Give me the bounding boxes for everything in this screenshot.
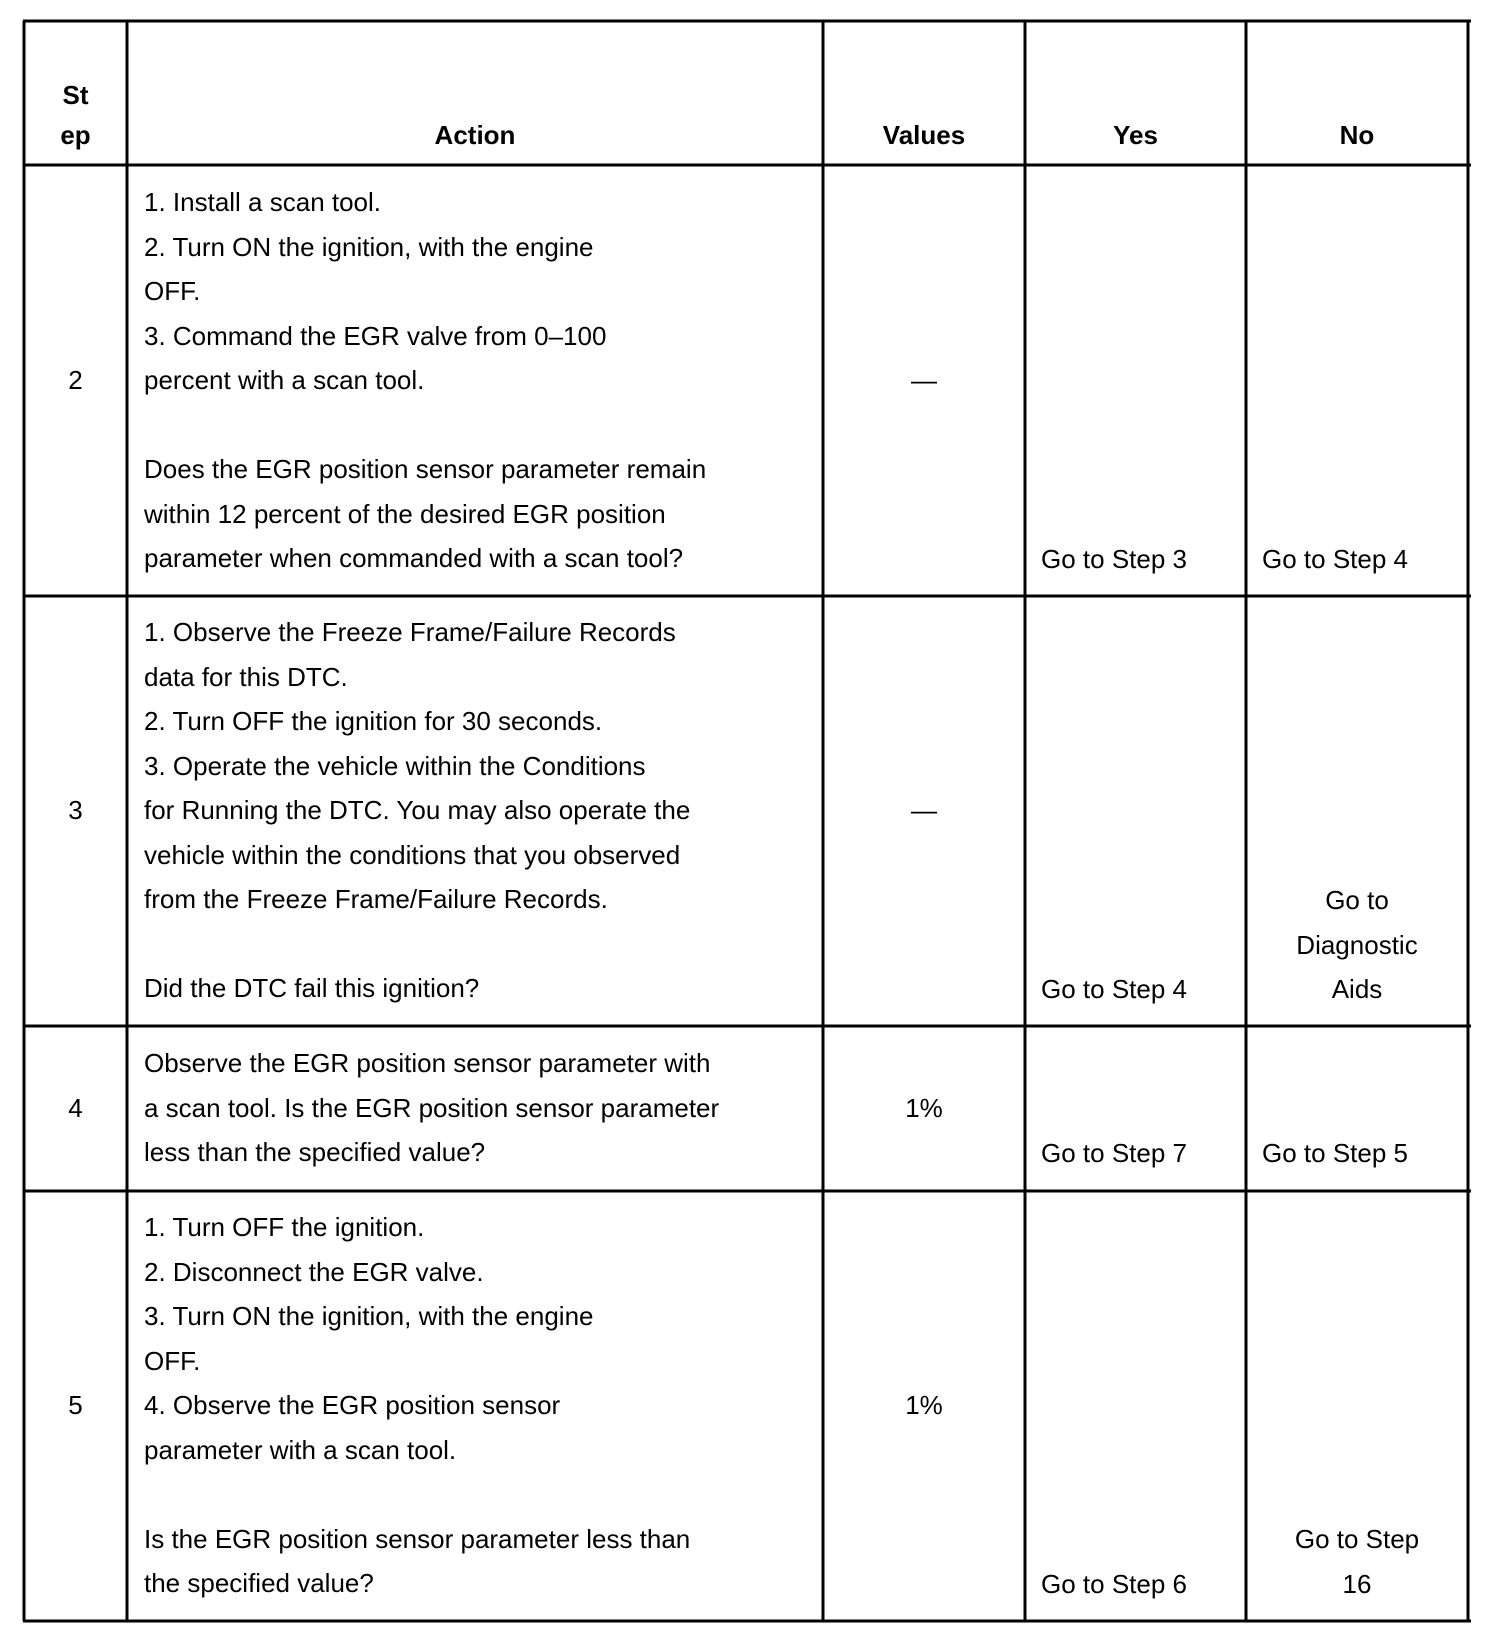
- step-number: 3: [68, 795, 83, 825]
- step-number: 2: [68, 365, 83, 395]
- no-cell: [1246, 878, 1468, 1012]
- action-line: the specified value?: [144, 1568, 374, 1598]
- header-action: Action: [434, 120, 516, 150]
- action-line: 1. Observe the Freeze Frame/Failure Records: [144, 617, 676, 647]
- header-step: [24, 75, 127, 155]
- no-line: Go to: [1325, 885, 1389, 915]
- action-cell: [144, 180, 706, 581]
- header-values: Values: [882, 120, 966, 150]
- no-cell: [1262, 537, 1408, 582]
- action-line: 3. Operate the vehicle within the Conditions: [144, 750, 646, 781]
- action-line: Did the DTC fail this ignition?: [144, 973, 480, 1003]
- value-cell: 1%: [905, 1390, 943, 1420]
- header-yes: Yes: [1113, 120, 1158, 150]
- yes-cell: Go to Step 3: [1041, 544, 1187, 574]
- header-no: No: [1339, 120, 1375, 150]
- no-line: Diagnostic: [1296, 929, 1418, 960]
- action-cell: [144, 610, 690, 1011]
- yes-cell: Go to Step 4: [1041, 974, 1187, 1004]
- no-line: Go to Step: [1294, 1524, 1420, 1554]
- value-cell: —: [911, 365, 937, 395]
- action-cell: [144, 1041, 719, 1175]
- no-cell: [1262, 1131, 1408, 1176]
- action-line: [144, 922, 690, 967]
- action-line: 3. Turn ON the ignition, with the engine: [144, 1301, 594, 1331]
- action-line: 4. Observe the EGR position sensor: [144, 1390, 561, 1420]
- action-cell: [144, 1205, 690, 1606]
- action-line: from the Freeze Frame/Failure Records.: [144, 884, 608, 914]
- action-line: 1. Install a scan tool.: [144, 187, 382, 217]
- action-line: 2. Turn ON the ignition, with the engine: [144, 231, 594, 262]
- action-line: parameter when commanded with a scan tool?: [144, 543, 684, 573]
- action-line: parameter with a scan tool.: [144, 1434, 457, 1465]
- action-line: 3. Command the EGR valve from 0–100: [144, 320, 607, 351]
- step-number: 5: [68, 1390, 83, 1420]
- no-cell: [1246, 1517, 1468, 1606]
- value-cell: —: [911, 795, 937, 825]
- no-line: Aids: [1331, 974, 1383, 1004]
- no-line: Go to Step 4: [1262, 544, 1408, 574]
- action-line: less than the specified value?: [144, 1137, 486, 1167]
- yes-cell: Go to Step 6: [1041, 1569, 1187, 1599]
- no-line: 16: [1342, 1568, 1372, 1599]
- value-cell: 1%: [905, 1093, 943, 1123]
- yes-cell: Go to Step 7: [1041, 1138, 1187, 1168]
- action-line: data for this DTC.: [144, 661, 348, 692]
- action-line: vehicle within the conditions that you observed: [144, 839, 681, 870]
- action-line: Observe the EGR position sensor parameter with: [144, 1048, 711, 1078]
- action-line: 1. Turn OFF the ignition.: [144, 1212, 425, 1242]
- action-line: 2. Disconnect the EGR valve.: [144, 1256, 484, 1287]
- action-line: within 12 percent of the desired EGR position: [144, 498, 666, 529]
- action-line: a scan tool. Is the EGR position sensor parameter: [144, 1092, 720, 1123]
- action-line: [144, 1472, 690, 1517]
- action-line: 2. Turn OFF the ignition for 30 seconds.: [144, 706, 603, 736]
- action-line: Does the EGR position sensor parameter remain: [144, 454, 707, 484]
- action-line: OFF.: [144, 276, 201, 306]
- action-line: Is the EGR position sensor parameter less than: [144, 1523, 691, 1554]
- action-line: [144, 403, 706, 448]
- action-line: for Running the DTC. You may also operate the: [144, 795, 691, 825]
- action-line: percent with a scan tool.: [144, 365, 425, 395]
- no-line: Go to Step 5: [1262, 1138, 1408, 1168]
- header-step-line1: St: [62, 80, 89, 110]
- action-line: OFF.: [144, 1345, 201, 1376]
- step-number: 4: [68, 1093, 83, 1123]
- header-step-line2: ep: [60, 120, 91, 150]
